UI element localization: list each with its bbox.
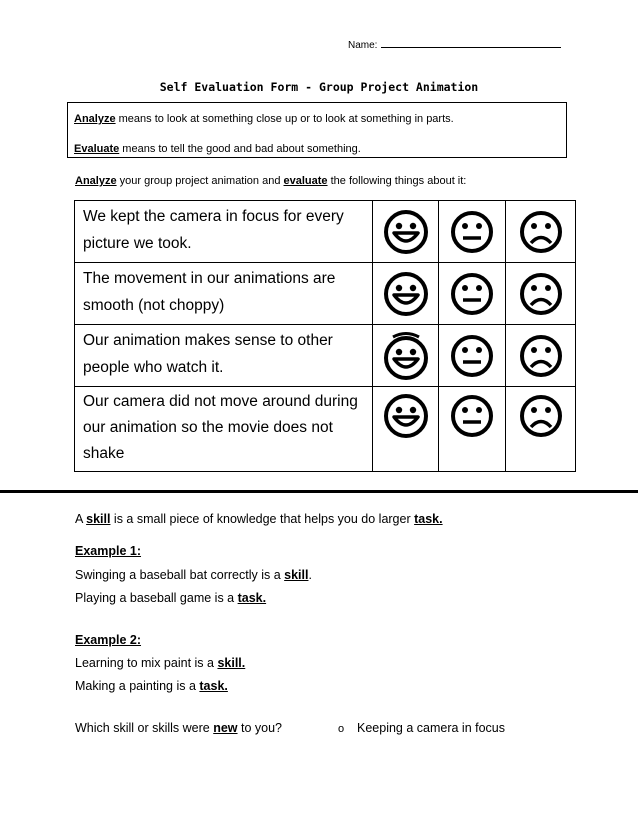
name-label: Name: — [348, 40, 378, 51]
example-1-line-2-text: Playing a baseball game is a — [75, 591, 238, 605]
definitions-box — [67, 102, 567, 158]
example-2-heading: Example 2: — [75, 633, 142, 647]
example-2-line-2-text: Making a painting is a — [75, 679, 200, 693]
sad-face-icon[interactable] — [506, 387, 576, 472]
instruction-text-1: your group project animation and — [116, 175, 284, 187]
neutral-face-icon[interactable] — [439, 263, 506, 325]
question-text-2: to you? — [237, 721, 283, 735]
analyze-text: means to look at something close up or to look at something in parts. — [115, 113, 454, 125]
evaluate-text: means to tell the good and bad about something. — [119, 143, 361, 155]
statement-cell: Our animation makes sense to other people who watch it. — [75, 325, 373, 387]
happy-face-icon[interactable] — [373, 325, 439, 387]
example-1-line-2 — [75, 591, 266, 605]
neutral-face-icon[interactable] — [439, 387, 506, 472]
example-1-line-1-end: . — [308, 568, 312, 582]
instruction-evaluate-keyword: evaluate — [283, 175, 328, 187]
example-2-line-1 — [75, 656, 245, 670]
happy-face-icon[interactable] — [373, 201, 439, 263]
statement-cell: Our camera did not move around during our animation so the movie does not shake — [75, 387, 373, 472]
example-2-line-1-text: Learning to mix paint is a — [75, 656, 218, 670]
happy-face-icon[interactable] — [373, 263, 439, 325]
sad-face-icon[interactable] — [506, 325, 576, 387]
evaluate-definition — [74, 143, 361, 155]
analyze-definition — [74, 113, 454, 125]
statement-cell: The movement in our animations are smooth (not choppy) — [75, 263, 373, 325]
instruction-analyze-keyword: Analyze — [75, 175, 117, 187]
new-skills-question — [75, 721, 282, 735]
option-checkbox[interactable]: o — [338, 723, 345, 735]
sad-face-icon[interactable] — [506, 263, 576, 325]
example-1-line-1 — [75, 568, 312, 582]
sad-face-icon[interactable] — [506, 201, 576, 263]
neutral-face-icon[interactable] — [439, 325, 506, 387]
example-2-skill-keyword: skill. — [217, 656, 246, 670]
instruction-text-2: the following things about it: — [327, 175, 467, 187]
name-field[interactable] — [348, 38, 561, 51]
skill-def-text: is a small piece of knowledge that helps you do larger — [110, 512, 415, 526]
evaluate-keyword: Evaluate — [74, 143, 120, 155]
evaluation-table — [74, 200, 576, 472]
table-row — [75, 201, 576, 263]
page-title: Self Evaluation Form - Group Project Animation — [159, 80, 479, 94]
happy-face-icon[interactable] — [373, 387, 439, 472]
table-row — [75, 387, 576, 472]
section-divider — [0, 490, 638, 493]
example-2-task-keyword: task. — [199, 679, 228, 693]
example-1-line-1-text: Swinging a baseball bat correctly is a — [75, 568, 285, 582]
skill-keyword: skill — [86, 512, 111, 526]
task-keyword: task. — [414, 512, 443, 526]
skill-def-a: A — [75, 512, 87, 526]
example-2-line-2 — [75, 679, 228, 693]
example-1-task-keyword: task. — [237, 591, 267, 605]
name-blank-line[interactable] — [381, 38, 561, 48]
instruction — [75, 175, 466, 187]
neutral-face-icon[interactable] — [439, 201, 506, 263]
table-row — [75, 263, 576, 325]
table-row — [75, 325, 576, 387]
question-new-keyword: new — [213, 721, 238, 735]
skill-definition — [75, 512, 443, 526]
example-1-skill-keyword: skill — [284, 568, 309, 582]
question-text-1: Which skill or skills were — [75, 721, 214, 735]
analyze-keyword: Analyze — [74, 113, 116, 125]
statement-cell: We kept the camera in focus for every picture we took. — [75, 201, 373, 263]
example-1-heading: Example 1: — [75, 544, 142, 558]
option-label-keeping-camera-in-focus: Keeping a camera in focus — [357, 721, 506, 735]
